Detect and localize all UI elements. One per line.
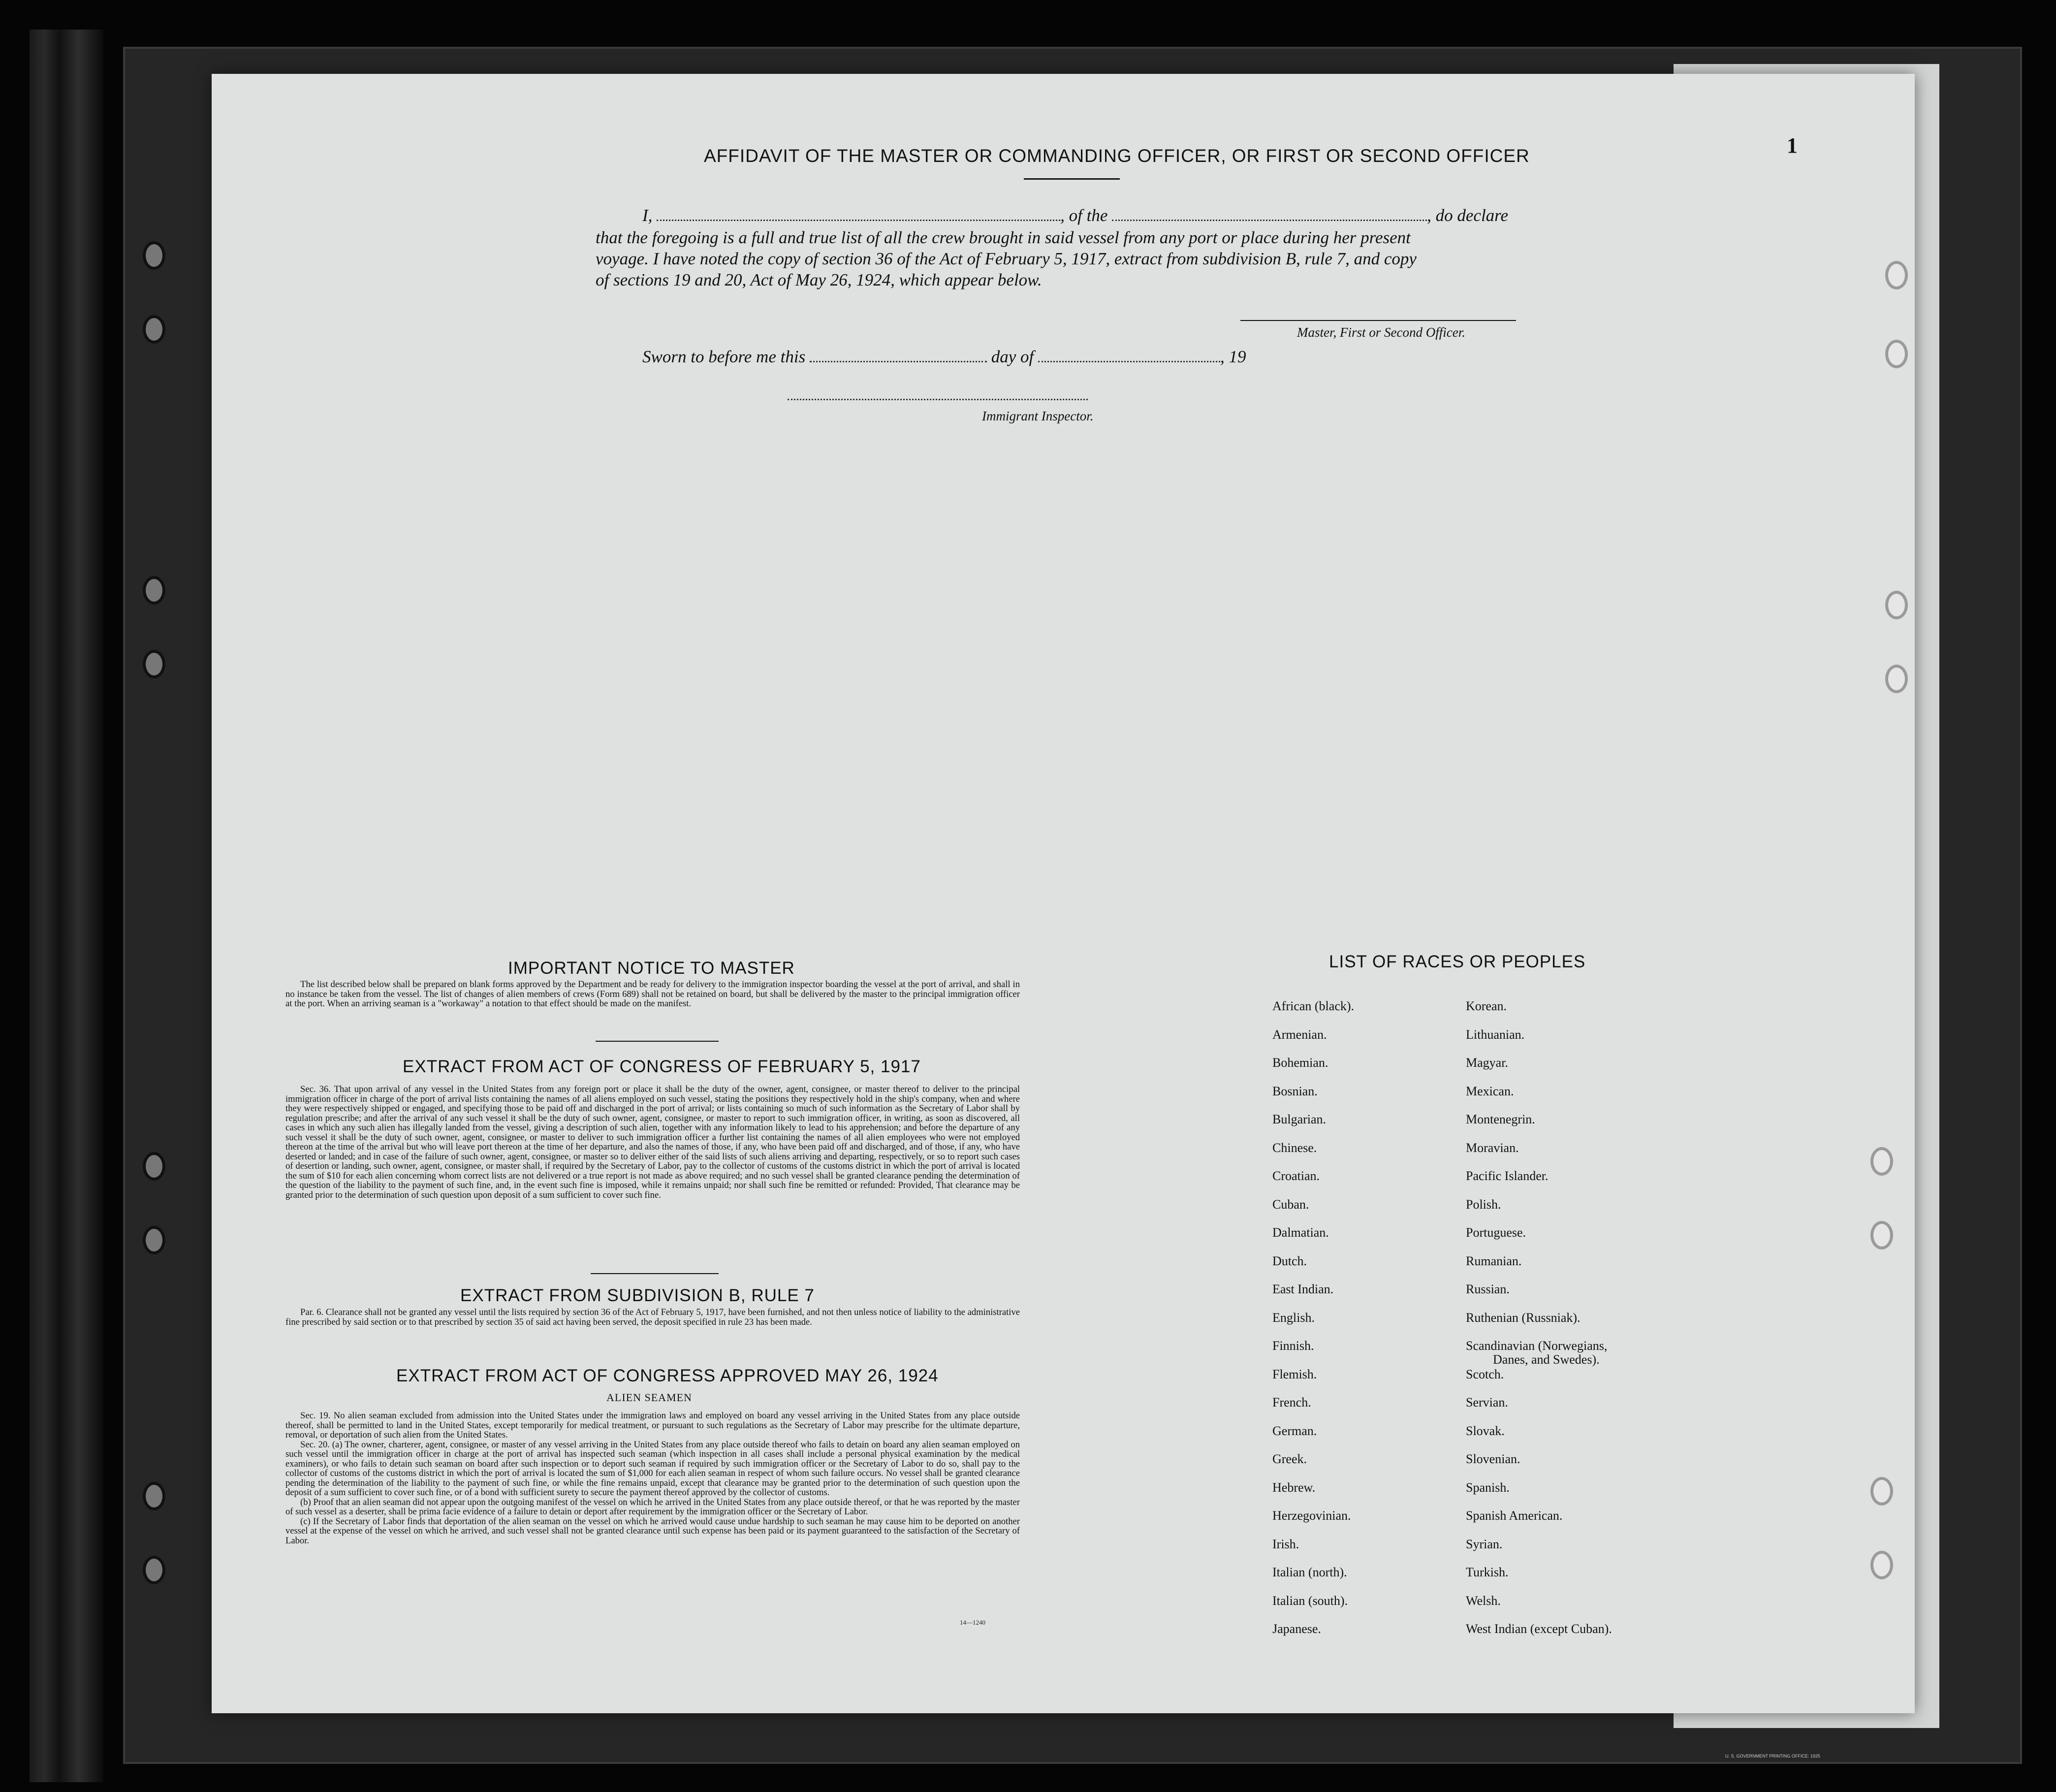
race-list-item: Spanish.: [1466, 1480, 1510, 1495]
race-list-item: Dutch.: [1272, 1253, 1307, 1268]
sworn-text: day of: [991, 347, 1034, 366]
race-list-item: African (black).: [1272, 999, 1355, 1013]
race-list-item: Armenian.: [1272, 1027, 1327, 1042]
extract-1924-text: [285, 1411, 1020, 1610]
race-list-item: Cuban.: [1272, 1197, 1309, 1212]
affidavit-text: , of the: [1060, 206, 1108, 225]
binder-hole-icon: [143, 315, 165, 344]
month-blank-field[interactable]: [1038, 360, 1220, 362]
affidavit-line-3: voyage. I have noted the copy of section 36 of the Act of February 5, 1917, extract from subdivision B, rule 7, and copy: [596, 249, 1417, 268]
binder-hole-icon: [143, 1482, 165, 1510]
race-list-item: Japanese.: [1272, 1622, 1321, 1636]
affidavit-text: , do declare: [1427, 206, 1509, 225]
master-signature-line[interactable]: [1240, 320, 1516, 321]
binder-hole-icon: [143, 1556, 165, 1584]
extract-1917-title: EXTRACT FROM ACT OF CONGRESS OF FEBRUARY 5, 1917: [403, 1057, 921, 1076]
binder-hole-icon: [143, 650, 165, 678]
race-list-item: Irish.: [1272, 1536, 1299, 1551]
divider: [596, 1041, 719, 1042]
race-list-item: Servian.: [1466, 1395, 1508, 1409]
vessel-blank-field[interactable]: [1112, 219, 1427, 221]
binder-hole-icon: [1870, 1551, 1893, 1579]
race-list-item: Croatian.: [1272, 1169, 1320, 1183]
race-list-item: Welsh.: [1466, 1593, 1501, 1608]
race-list-item: Rumanian.: [1466, 1253, 1522, 1268]
races-left-column: [1272, 999, 1354, 1651]
sec-20a-text: Sec. 20. (a) The owner, charterer, agent, consignee, or master of any vessel arriving in the United States from any place outside thereof who fails to detain on board any alien seaman employed on such vessel until the immigration officer in charge at the port of arrival has inspected such seaman (which inspection in all cases shall include a personal physical examination by the medical examiners), or who fails to detain such seaman on board after such inspection or to deport such seaman if required by such immigration officer or the Secretary of Labor to do so, shall pay to the collector of customs of the customs district in which the port of arrival is located the sum of $1,000 for each alien seaman in respect of whom such failure occurs. No vessel shall be granted clearance pending the determination of the liability to the payment of such fine, or while the fine remains unpaid, except that clearance may be granted prior to the determination of such question upon the deposit of a sum sufficient to cover such fine, or of a bond with sufficient surety to secure the payment thereof approved by the collector of customs.: [285, 1439, 1020, 1498]
affidavit-line-1: [642, 206, 1508, 225]
inspector-signature-line[interactable]: [788, 398, 1088, 400]
extract-rule7-text: Par. 6. Clearance shall not be granted any vessel until the lists required by section 36 of the Act of February 5, 1917, have been furnished, and not then unless notice of liability to the administrative fine prescribed by said section or to that prescribed by section 35 of said act having been served, the deposit specified in rule 23 has been made.: [285, 1308, 1020, 1327]
race-list-item: Flemish.: [1272, 1367, 1317, 1381]
affidavit-line-2: that the foregoing is a full and true list of all the crew brought in said vessel from any port or place during her present: [596, 228, 1411, 247]
race-list-item: East Indian.: [1272, 1282, 1334, 1296]
race-list-item: Italian (north).: [1272, 1565, 1347, 1579]
sworn-text: Sworn to before me this: [642, 347, 806, 366]
races-title: LIST OF RACES OR PEOPLES: [1329, 952, 1586, 971]
race-list-item: Scandinavian (Norwegians, Danes, and Swedes).: [1466, 1339, 1608, 1367]
binder-hole-icon: [1885, 340, 1908, 368]
race-list-item: Portuguese.: [1466, 1225, 1526, 1240]
affidavit-text: I,: [642, 206, 653, 225]
races-right-column: [1466, 999, 1612, 1651]
binder-hole-icon: [143, 241, 165, 270]
divider: [1024, 178, 1120, 180]
binder-hole-icon: [1885, 665, 1908, 693]
race-list-item: German.: [1272, 1423, 1317, 1438]
race-list-item: Bohemian.: [1272, 1056, 1328, 1070]
race-list-item: Montenegrin.: [1466, 1112, 1535, 1126]
race-list-item: Hebrew.: [1272, 1480, 1316, 1495]
inspector-label: Immigrant Inspector.: [982, 409, 1094, 423]
binder-hole-icon: [1870, 1147, 1893, 1176]
race-list-item: Polish.: [1466, 1197, 1501, 1212]
race-list-item: Finnish.: [1272, 1339, 1314, 1353]
race-list-item: Greek.: [1272, 1452, 1307, 1466]
affidavit-line-4: of sections 19 and 20, Act of May 26, 1924, which appear below.: [596, 270, 1042, 289]
printer-imprint: U. S. GOVERNMENT PRINTING OFFICE: 1925: [1725, 1754, 1820, 1759]
master-signature-label: Master, First or Second Officer.: [1297, 325, 1465, 340]
binder-hole-icon: [143, 576, 165, 605]
race-list-item: Scotch.: [1466, 1367, 1504, 1381]
form-number: 14—1240: [960, 1619, 985, 1626]
race-list-item: Russian.: [1466, 1282, 1510, 1296]
affidavit-title: AFFIDAVIT OF THE MASTER OR COMMANDING OFFICER, OR FIRST OR SECOND OFFICER: [704, 146, 1530, 166]
day-blank-field[interactable]: [810, 360, 987, 362]
alien-seamen-subtitle: ALIEN SEAMEN: [606, 1391, 692, 1404]
race-list-item: Dalmatian.: [1272, 1225, 1329, 1240]
film-strip-edge: [30, 30, 103, 1782]
race-list-item: Bulgarian.: [1272, 1112, 1327, 1126]
binder-hole-icon: [1870, 1477, 1893, 1505]
race-list-item: Spanish American.: [1466, 1508, 1563, 1523]
binder-hole-icon: [1885, 261, 1908, 289]
race-list-item: Magyar.: [1466, 1056, 1508, 1070]
race-list-item: Slovenian.: [1466, 1452, 1520, 1466]
extract-1924-title: EXTRACT FROM ACT OF CONGRESS APPROVED MAY 26, 1924: [396, 1366, 939, 1385]
page-number: 1: [1787, 133, 1798, 158]
binder-hole-icon: [1885, 591, 1908, 619]
race-list-item: Mexican.: [1466, 1084, 1514, 1098]
race-list-item: Lithuanian.: [1466, 1027, 1525, 1042]
race-list-item: Chinese.: [1272, 1140, 1317, 1155]
sec-20c-text: (c) If the Secretary of Labor finds that deportation of the alien seaman on the vessel on which he arrived would cause undue hardship to such seaman he may cause him to be deported on another vessel at the expense of the vessel on which he arrived, and such vessel shall not be granted clearance until such expense has been paid or its payment guaranteed to the satisfaction of the Secretary of Labor.: [285, 1516, 1020, 1546]
race-list-item: Turkish.: [1466, 1565, 1509, 1579]
sworn-text: , 19: [1220, 347, 1246, 366]
race-list-item: English.: [1272, 1310, 1315, 1325]
race-list-item: Italian (south).: [1272, 1593, 1348, 1608]
race-list-item: Moravian.: [1466, 1140, 1519, 1155]
notice-title: IMPORTANT NOTICE TO MASTER: [508, 959, 795, 978]
extract-rule7-title: EXTRACT FROM SUBDIVISION B, RULE 7: [460, 1286, 815, 1305]
sworn-line: [642, 347, 1246, 367]
race-list-item: Herzegovinian.: [1272, 1508, 1351, 1523]
sec-20b-text: (b) Proof that an alien seaman did not appear upon the outgoing manifest of the vessel on which he arrived in the United States from any place outside thereof, or that he was reported by the master of such vessel as a deserter, shall be prima facie evidence of a failure to detain or deport after requirement by the immigration officer or the Secretary of Labor.: [285, 1497, 1020, 1517]
race-list-item: Pacific Islander.: [1466, 1169, 1549, 1183]
notice-text: The list described below shall be prepared on blank forms approved by the Department and be ready for delivery to the immigration inspector boarding the vessel at the port of arrival, and shall in no instance be taken from the vessel. The list of changes of alien members of crews (Form 689) shall not be retained on board, but shall be delivered by the master to the principal immigration officer at the port. When an arriving seaman is a "workaway" a notation to that effect should be made on the manifest.: [285, 980, 1020, 1009]
race-list-item: French.: [1272, 1395, 1311, 1409]
race-list-item: Bosnian.: [1272, 1084, 1318, 1098]
race-list-item: West Indian (except Cuban).: [1466, 1622, 1612, 1636]
binder-hole-icon: [1870, 1221, 1893, 1249]
race-list-item: Ruthenian (Russniak).: [1466, 1310, 1581, 1325]
binder-hole-icon: [143, 1226, 165, 1254]
race-list-item: Korean.: [1466, 999, 1507, 1013]
name-blank-field[interactable]: [657, 219, 1060, 221]
sec-19-text: Sec. 19. No alien seaman excluded from admission into the United States under the immigration laws and employed on board any vessel arriving in the United States from any place outside thereof, shall be permitted to land in the United States, except temporarily for medical treatment, or pursuant to such regulations as the Secretary of Labor may prescribe for the ultimate departure, removal, or deportation of such alien from the United States.: [285, 1411, 1020, 1440]
extract-1917-text: Sec. 36. That upon arrival of any vessel in the United States from any foreign port or place it shall be the duty of the owner, agent, consignee, or master thereof to deliver to the principal immigration officer in charge of the port of arrival lists containing the names of all aliens employed on such vessel, stating the positions they respectively hold in the ship's company, when and where they were respectively shipped or engaged, and specifying those to be paid off and discharged in the port of arrival; or lists containing so much of such information as the Secretary of Labor shall by regulation prescribe; and after the arrival of any such vessel it shall be the duty of such owner, agent, consignee, or master to report to such immigration officer, in writing, as soon as discovered, all cases in which any such alien has illegally landed from the vessel, giving a description of such alien, together with any information likely to lead to his apprehension; and before the departure of any such vessel it shall be the duty of such owner, agent, consignee, or master to deliver to such immigration officer a further list containing the names of all alien employees who were not employed thereon at the time of the arrival but who will leave port thereon at the time of her departure, and also the names of those, if any, who have been paid off and discharged, and of those, if any, who have deserted or landed; and in case of the failure of such owner, agent, consignee, or master so to deliver either of the said lists of such aliens arriving and departing, respectively, or so to report such cases of desertion or landing, such owner, agent, consignee, or master shall, if required by the Secretary of Labor, pay to the collector of customs of the customs district in which the port of arrival is located the sum of $10 for each alien concerning whom correct lists are not delivered or a true report is not made as above required; and no such vessel shall be granted clearance pending the determination of the question of the liability to the payment of such fine, and, in the event such fine is imposed, while it remains unpaid; nor shall such fine be remitted or refunded: Provided, That clearance may be granted prior to the determination of such question upon deposit of a sum sufficient to cover such fine.: [285, 1085, 1020, 1200]
race-list-item: Syrian.: [1466, 1536, 1503, 1551]
race-list-item: Slovak.: [1466, 1423, 1505, 1438]
binder-hole-icon: [143, 1152, 165, 1181]
divider: [591, 1273, 719, 1274]
